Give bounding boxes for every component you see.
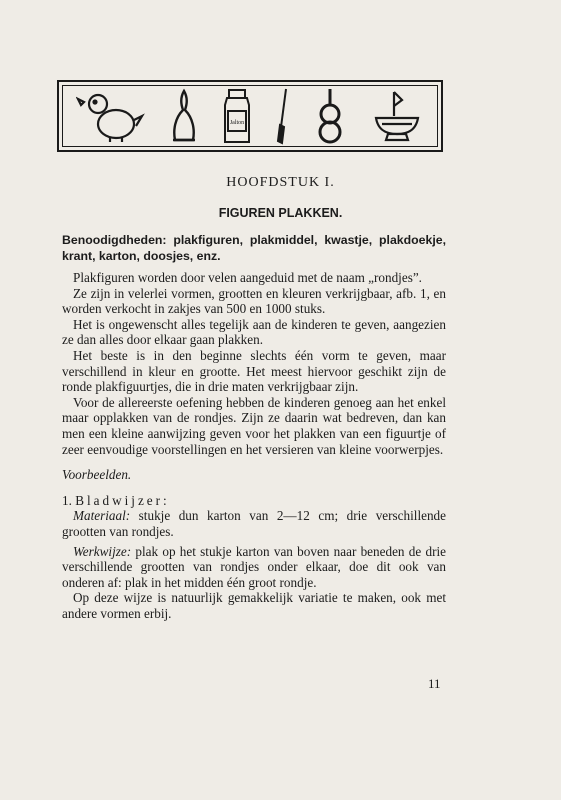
decorative-banner <box>57 80 443 152</box>
material-text: stukje dun karton van 2—12 cm; drie verschillende grootten van rondjes. <box>62 508 446 539</box>
chapter-heading: HOOFDSTUK I. <box>226 175 335 190</box>
jar-label: Jalton <box>229 120 245 126</box>
method-label: Werkwijze: <box>73 543 132 559</box>
example-name: Bladwijzer: <box>75 492 170 508</box>
scissors-icon <box>312 87 348 145</box>
requirements-line: Benoodigdheden: plakfiguren, plakmiddel, kwastje, plakdoekje, krant, karton, doosjes, enz. <box>62 233 446 263</box>
closing-paragraph: Op deze wijze is natuurlijk gemakkelijk variatie te maken, ook met andere vormen erbij. <box>62 590 446 621</box>
examples-heading-text: Voorbeelden. <box>62 467 132 483</box>
section-title: FIGUREN PLAKKEN. <box>218 206 343 220</box>
paintbrush-icon <box>275 87 291 145</box>
bowl-icon <box>370 88 424 144</box>
paragraph: Voor de allereerste oefening hebben de kinderen genoeg aan het enkel maar opplakken van de rondjes. Zijn ze daarin wat bedreven, dan kan men een kleine aanwijzing geven voor het plakken van een figuurtje of zeer eenvoudige voorstellingen en het versieren van kleine voorwerpjes. <box>62 394 446 457</box>
paragraph: Het is ongewenscht alles tegelijk aan de kinderen te geven, aangezien ze dan alles door elkaar gaan plakken. <box>62 316 446 348</box>
body-text <box>62 232 446 621</box>
bowling-pin-icon <box>169 88 199 144</box>
method-text: plak op het stukje karton van boven naar beneden de drie verschillende grootten van rondjes onder elkaar, doe dit ook van onderen af: plak in het midden één groot rondje. <box>62 543 446 590</box>
example-number: 1. <box>62 492 72 508</box>
paragraph: Ze zijn in velerlei vormen, grootten en kleuren verkrijgbaar, afb. 1, en worden verkocht in zakjes van 500 en 1000 stuks. <box>62 285 446 317</box>
page-number: 11 <box>428 676 441 691</box>
paragraph: Het beste is in den beginne slechts één vorm te geven, maar verschillend in kleur en grootte. Het meest hiervoor geschikt zijn de ronde plakfiguurtjes, die in drie maten verkrijgbaar zijn. <box>62 347 446 395</box>
glue-jar-icon <box>221 87 253 145</box>
material-line <box>62 508 446 539</box>
material-label: Materiaal: <box>73 508 131 524</box>
examples-heading <box>62 467 446 483</box>
paragraph: Plakfiguren worden door velen aangeduid met de naam „rondjes”. <box>73 270 422 285</box>
duck-icon <box>76 90 148 142</box>
example-title <box>62 493 446 509</box>
method-line <box>62 544 446 591</box>
